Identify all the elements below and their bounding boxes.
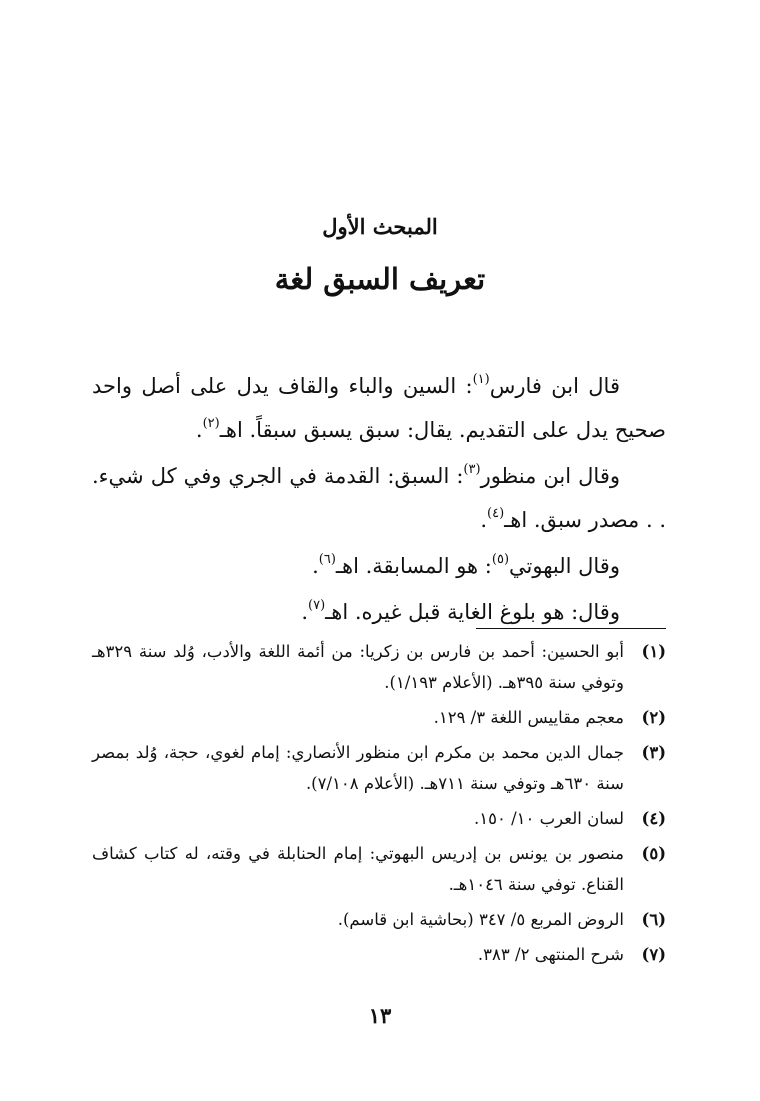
footnote-text: أبو الحسين: أحمد بن فارس بن زكريا: من أئمة اللغة والأدب، وُلد سنة ٣٢٩هـ وتوفي سنة ٣٩٥هـ. (الأعلام ١/١٩٣). [92, 642, 624, 692]
footnote-divider [476, 628, 666, 629]
footnote [92, 904, 666, 935]
footnote-number: (٦) [641, 910, 666, 929]
footnote-ref-4[interactable]: (٤) [487, 506, 505, 521]
footnote-text: الروض المربع ٥/ ٣٤٧ (بحاشية ابن قاسم). [337, 910, 624, 929]
paragraph-definition: وقال: هو بلوغ الغاية قبل غيره. اهـ$^{(٧)}$. [301, 598, 620, 624]
footnote [92, 838, 666, 900]
footnote-text: منصور بن يونس بن إدريس البهوتي: إمام الحنابلة في وقته، له كتاب كشاف القناع. توفي سنة ١٠٤٦هـ. [92, 844, 624, 894]
footnote-ref-1[interactable]: (١) [472, 372, 490, 387]
footnote [92, 702, 666, 733]
footnote [92, 803, 666, 834]
footnote-text: لسان العرب ١٠/ ١٥٠. [474, 809, 624, 828]
footnote [92, 939, 666, 970]
footnote-text: جمال الدين محمد بن مكرم ابن منظور الأنصاري: إمام لغوي، حجة، وُلد بمصر سنة ٦٣٠هـ وتوفي سنة ٧١١هـ. (الأعلام ٧/١٠٨). [92, 743, 624, 793]
footnote-number: (٧) [641, 945, 666, 964]
main-text [92, 364, 666, 634]
footnote-number: (٤) [641, 809, 666, 828]
footnote-ref-5[interactable]: (٥) [491, 552, 510, 567]
footnote-number: (٣) [641, 743, 666, 762]
footnote [92, 636, 666, 698]
page-number: ١٣ [368, 1003, 392, 1028]
footnote-number: (١) [641, 642, 666, 661]
paragraph-ibn-manzur: وقال ابن منظور$^{(٣)}$: السبق: القدمة في الجري وفي كل شيء. . . مصدر سبق. اهـ$^{(٤)}$. [92, 462, 666, 532]
footnote [92, 737, 666, 799]
footnote-ref-2[interactable]: (٢) [202, 416, 220, 431]
footnote-text: شرح المنتهى ٢/ ٣٨٣. [477, 945, 624, 964]
paragraph-buhuti: وقال البهوتي$^{(٥)}$: هو المسابقة. اهـ$^{(٦)}$. [312, 552, 620, 578]
footnote-number: (٥) [641, 844, 666, 863]
footnotes-list [92, 636, 666, 974]
footnote-ref-6[interactable]: (٦) [318, 552, 336, 567]
footnote-text: معجم مقاييس اللغة ٣/ ١٢٩. [433, 708, 624, 727]
section-title: تعريف السبق لغة [274, 262, 486, 296]
footnote-number: (٢) [641, 708, 666, 727]
footnote-ref-3[interactable]: (٣) [463, 462, 481, 477]
footnote-ref-7[interactable]: (٧) [308, 598, 326, 613]
chapter-heading: المبحث الأول [322, 214, 438, 239]
paragraph-ibn-faris: قال ابن فارس$^{(١)}$: السين والباء والقاف يدل على أصل واحد صحيح يدل على التقديم. يقال: سبق يسبق سبقاً. اهـ$^{(٢)}$. [92, 372, 666, 442]
